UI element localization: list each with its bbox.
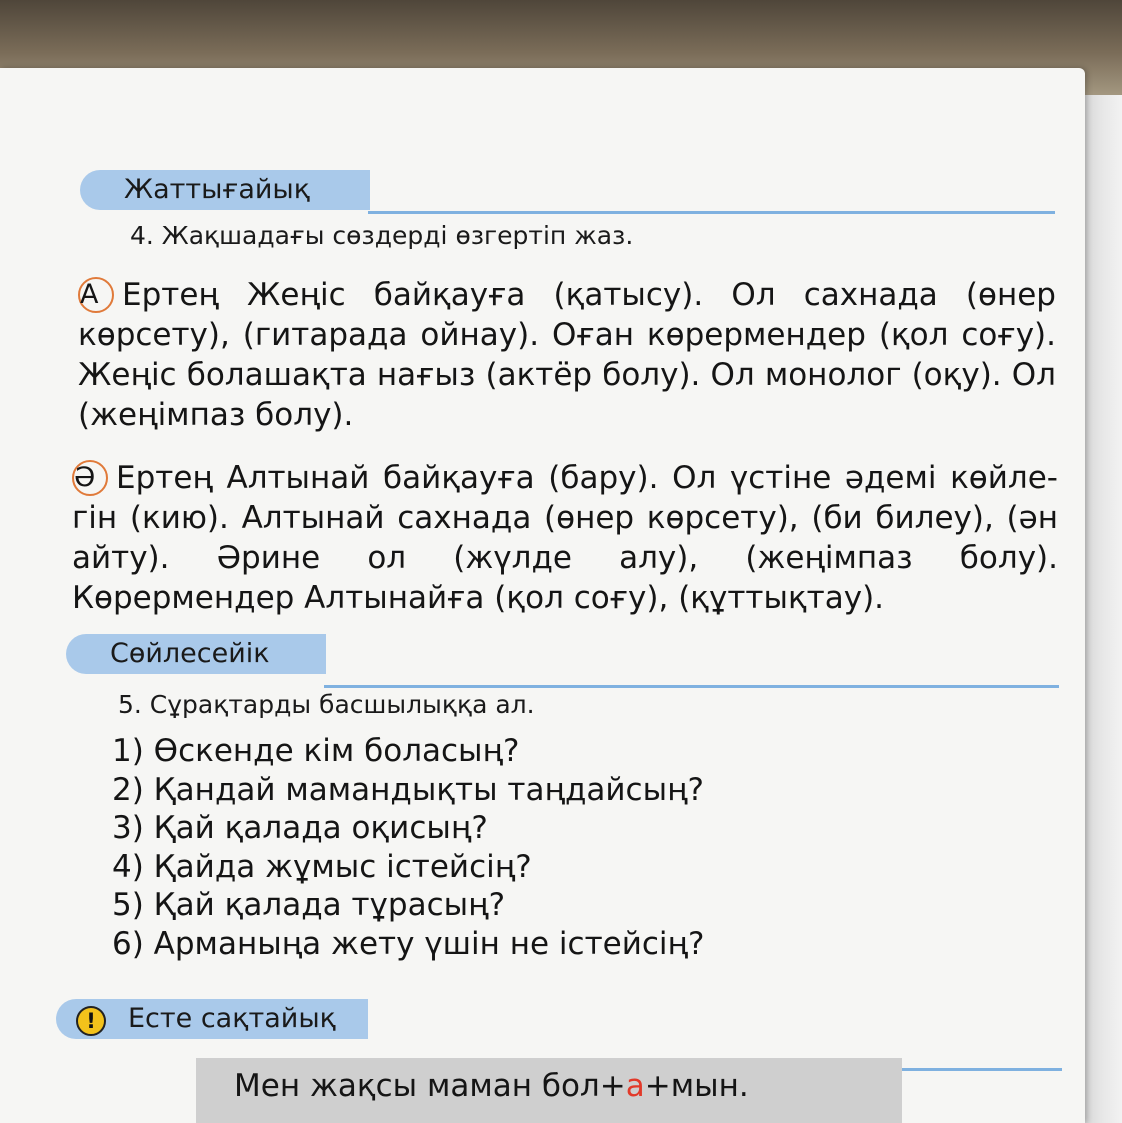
section-title-text: Сөйлесейік bbox=[110, 638, 270, 669]
exercise-part-a-text: Ертең Жеңіс байқауға (қатысу). Ол сахнада (өнер көрсету), (гитарада ойнау). Оған көрермендер (қол соғу). Жеңіс болашақта нағыз (актёр болу). Ол монолог (оқу). Ол (жеңімпаз болу). bbox=[78, 277, 1056, 433]
marker-a: А bbox=[78, 277, 114, 313]
list-item: 5) Қай қалада тұрасың? bbox=[112, 887, 506, 923]
exercise-part-a bbox=[78, 275, 1056, 435]
marker-b: Ә bbox=[72, 460, 108, 496]
task-5-instruction: 5. Сұрақтарды басшылыққа ал. bbox=[118, 690, 535, 719]
list-item: 3) Қай қалада оқисың? bbox=[112, 810, 488, 846]
section-divider bbox=[324, 685, 1059, 688]
list-item: 1) Өскенде кім боласың? bbox=[112, 733, 520, 769]
section-title-zhattygaiyq bbox=[80, 170, 370, 210]
textbook-page bbox=[0, 68, 1085, 1123]
list-item: 2) Қандай мамандықты таңдайсың? bbox=[112, 771, 704, 808]
rule-text-before: Мен жақсы маман бол+ bbox=[234, 1068, 626, 1104]
section-divider bbox=[368, 211, 1055, 214]
rule-text-after: +мын. bbox=[644, 1068, 749, 1104]
section-title-text: Жаттығайық bbox=[124, 174, 311, 205]
exercise-part-b-text: Ертең Алтынай байқауға (бару). Ол үстіне әдемі көйле-гін (кию). Алтынай сахнада (өнер көрсету), (би билеу), (ән айту). Әрине ол (жүлде алу), (жеңімпаз болу). Көрермендер Алтынайға (қол соғу), (құттықтау). bbox=[72, 460, 1058, 616]
section-title-text: Есте сақтайық bbox=[128, 1003, 336, 1034]
grammar-rule-text bbox=[234, 1068, 749, 1104]
grammar-rule-box bbox=[196, 1058, 902, 1123]
rule-highlight-suffix: а bbox=[625, 1068, 645, 1104]
section-title-soilesejik bbox=[66, 634, 326, 674]
task-4-instruction: 4. Жақшадағы сөздерді өзгертіп жаз. bbox=[130, 221, 634, 250]
list-item: 4) Қайда жұмыс істейсің? bbox=[112, 848, 532, 885]
list-item: 6) Арманыңа жету үшін не істейсің? bbox=[112, 925, 705, 962]
questions-list bbox=[112, 732, 704, 963]
exclamation-icon: ! bbox=[76, 1006, 106, 1036]
exercise-part-b bbox=[72, 458, 1058, 618]
